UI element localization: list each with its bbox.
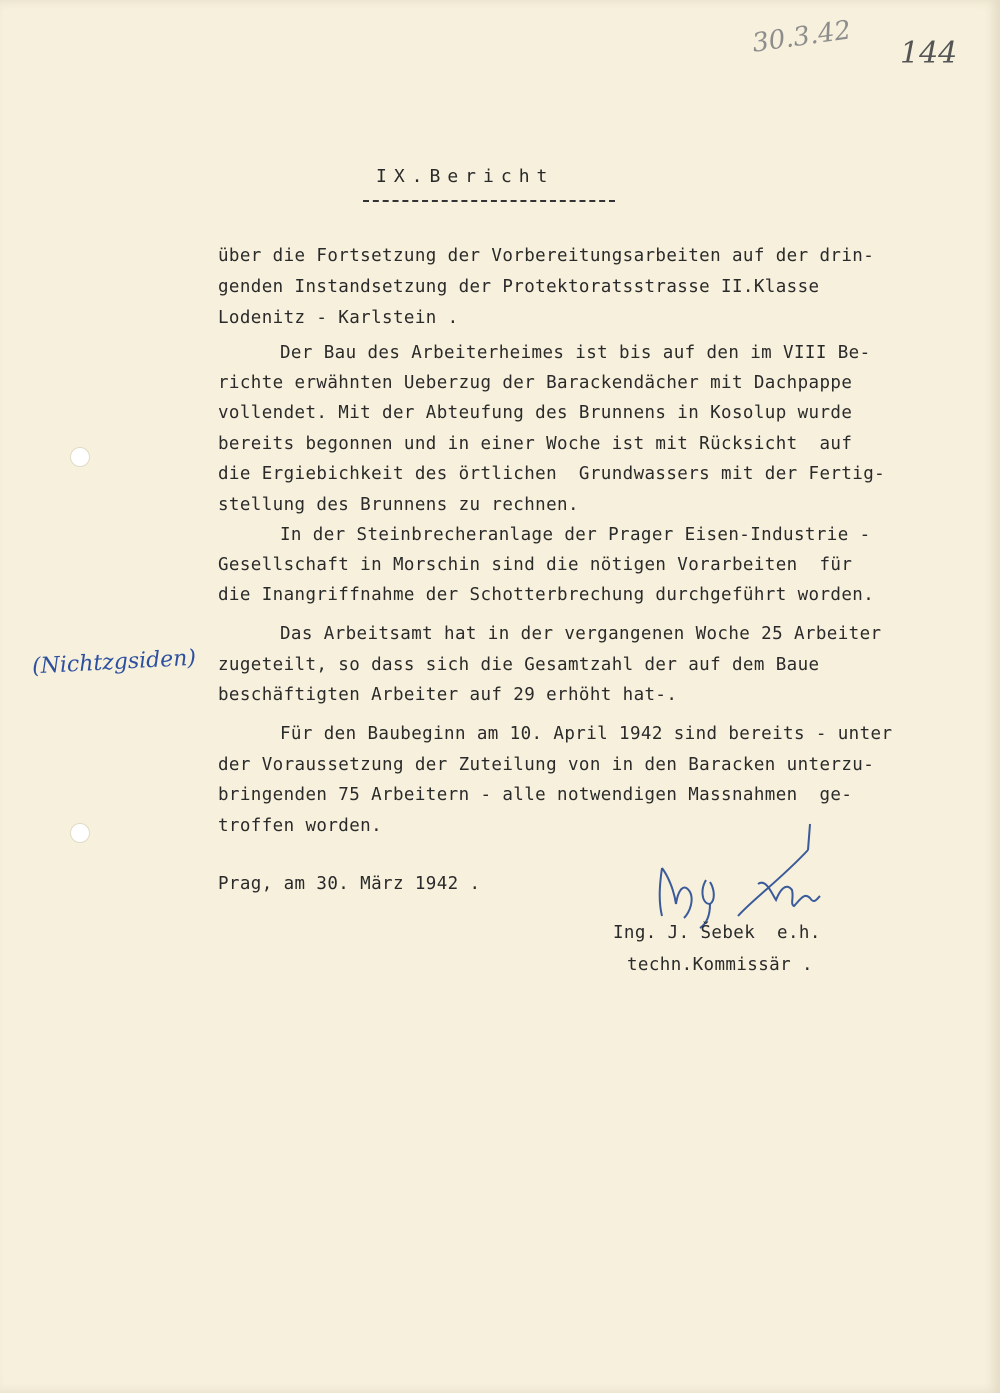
- text-line-14: zugeteilt, so dass sich die Gesamtzahl der auf dem Baue: [218, 655, 820, 675]
- text-line-8: die Ergiebichkeit des örtlichen Grundwassers mit der Fertig-: [218, 464, 886, 484]
- text-line-10: In der Steinbrecheranlage der Prager Eisen-Industrie -: [280, 525, 871, 545]
- text-line-12: die Inangriffnahme der Schotterbrechung durchgeführt worden.: [218, 585, 875, 605]
- text-line-7: bereits begonnen und in einer Woche ist mit Rücksicht auf: [218, 434, 853, 454]
- signatory-name: Ing. J. Šebek e.h.: [613, 923, 821, 943]
- report-title: IX.Bericht: [376, 166, 555, 187]
- pencil-date-annotation: 30.3.42: [750, 15, 853, 59]
- page-number-annotation: 144: [900, 36, 958, 71]
- title-underline: [363, 200, 615, 202]
- text-line-5: richte erwähnten Ueberzug der Barackendächer mit Dachpappe: [218, 373, 853, 393]
- text-line-2: genden Instandsetzung der Protektoratsstrasse II.Klasse: [218, 277, 820, 297]
- text-line-18: bringenden 75 Arbeitern - alle notwendigen Massnahmen ge-: [218, 785, 853, 805]
- text-line-17: der Voraussetzung der Zuteilung von in den Baracken unterzu-: [218, 755, 875, 775]
- text-line-16: Für den Baubeginn am 10. April 1942 sind bereits - unter: [280, 724, 893, 744]
- text-line-11: Gesellschaft in Morschin sind die nötigen Vorarbeiten für: [218, 555, 853, 575]
- text-line-9: stellung des Brunnens zu rechnen.: [218, 495, 579, 515]
- punch-hole-bottom: [70, 823, 90, 843]
- text-line-4: Der Bau des Arbeiterheimes ist bis auf den im VIII Be-: [280, 343, 871, 363]
- text-line-6: vollendet. Mit der Abteufung des Brunnens in Kosolup wurde: [218, 403, 853, 423]
- text-line-15: beschäftigten Arbeiter auf 29 erhöht hat-.: [218, 685, 678, 705]
- text-line-3: Lodenitz - Karlstein .: [218, 308, 459, 328]
- handwritten-signature: [640, 820, 840, 930]
- date-line: Prag, am 30. März 1942 .: [218, 874, 481, 894]
- punch-hole-top: [70, 447, 90, 467]
- text-line-13: Das Arbeitsamt hat in der vergangenen Woche 25 Arbeiter: [280, 624, 882, 644]
- text-line-19: troffen worden.: [218, 816, 383, 836]
- text-line-1: über die Fortsetzung der Vorbereitungsarbeiten auf der drin-: [218, 246, 875, 266]
- signatory-role: techn.Kommissär .: [627, 955, 813, 975]
- margin-handwritten-note: (Nichtzgsiden): [31, 645, 197, 680]
